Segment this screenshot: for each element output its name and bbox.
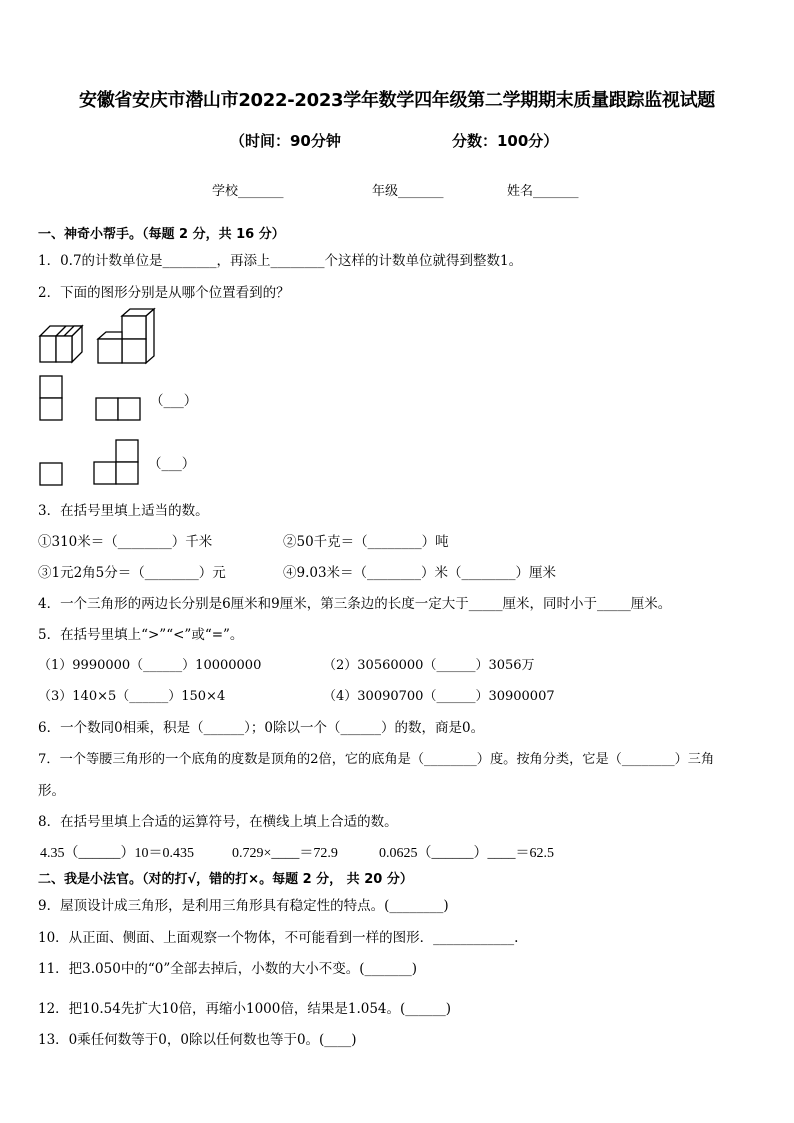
view-figure-3	[38, 461, 66, 489]
question-11: 11．把3.050中的“0”全部去掉后，小数的大小不变。(_______)	[38, 961, 418, 977]
question-3a: ①310米＝（________）千米	[38, 534, 213, 550]
question-4: 4．一个三角形的两边长分别是6厘米和9厘米，第三条边的长度一定大于_____厘米，同时小于_____厘米。	[38, 596, 672, 612]
question-1: 1．0.7的计数单位是________，再添上________个这样的计数单位就得到整数1。	[38, 253, 523, 269]
view-figure-4	[92, 438, 142, 489]
question-5-3: （3）140×5（______）150×4	[38, 689, 226, 704]
question-13: 13．0乘任何数等于0，0除以任何数也等于0。(____)	[38, 1032, 357, 1048]
question-3b: ②50千克＝（________）吨	[283, 534, 449, 550]
question-8: 8．在括号里填上合适的运算符号，在横线上填上合适的数。	[38, 814, 398, 830]
question-3: 3．在括号里填上适当的数。	[38, 503, 209, 519]
question-8b: 0.729×____＝72.9	[232, 846, 338, 861]
exam-title: 安徽省安庆市潜山市2022-2023学年数学四年级第二学期期末质量跟踪监视试题	[79, 90, 715, 111]
question-10: 10．从正面、侧面、上面观察一个物体，不可能看到一样的图形．____________.	[38, 930, 519, 946]
cube-figure-1	[38, 320, 83, 365]
question-6: 6．一个数同0相乘，积是（______）；0除以一个（______）的数，商是0。	[38, 720, 485, 736]
question-9: 9．屋顶设计成三角形，是利用三角形具有稳定性的特点。(________)	[38, 898, 449, 914]
question-2: 2．下面的图形分别是从哪个位置看到的？	[38, 285, 290, 301]
question-5: 5．在括号里填上“>”“<”或“=”。	[38, 627, 244, 643]
school-field: 学校_______	[212, 184, 284, 199]
q2-answer-blank-1[interactable]: （___）	[150, 393, 198, 409]
question-8a: 4.35（______）10＝0.435	[40, 846, 194, 861]
view-figure-2	[94, 396, 144, 424]
question-5-2: （2）30560000（______）3056万	[323, 658, 535, 673]
question-3c: ③1元2角5分＝（________）元	[38, 565, 226, 581]
exam-time: （时间：90分钟	[230, 132, 341, 150]
grade-field: 年级_______	[372, 184, 444, 199]
name-field: 姓名_______	[507, 184, 579, 199]
section2-heading: 二、我是小法官。（对的打√，错的打×。每题 2 分， 共 20 分）	[38, 872, 413, 887]
section1-heading: 一、神奇小帮手。（每题 2 分，共 16 分）	[38, 227, 285, 242]
question-8c: 0.0625（______）____＝62.5	[379, 846, 554, 861]
exam-score: 分数：100分）	[452, 132, 559, 150]
view-figure-1	[38, 374, 66, 422]
question-3d: ④9.03米＝（________）米（________）厘米	[283, 565, 557, 581]
question-12: 12．把10.54先扩大10倍，再缩小1000倍，结果是1.054。(______)	[38, 1001, 452, 1017]
question-5-4: （4）30090700（______）30900007	[323, 689, 555, 704]
cube-figure-2	[96, 308, 156, 365]
question-7-line1: 7．一个等腰三角形的一个底角的度数是顶角的2倍，它的底角是（________）度。按角分类，它是（________）三角	[38, 752, 715, 767]
question-5-1: （1）9990000（______）10000000	[38, 658, 262, 673]
q2-answer-blank-2[interactable]: （___）	[148, 456, 196, 472]
question-7-line2: 形。	[38, 783, 65, 799]
